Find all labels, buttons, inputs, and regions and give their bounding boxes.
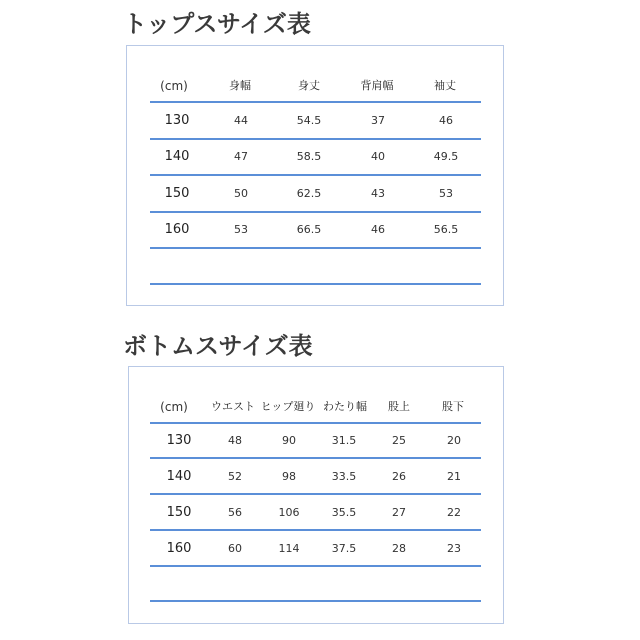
unit-header: (cm) xyxy=(160,79,188,93)
value-cell: 37.5 xyxy=(331,542,357,555)
value-cell: 106 xyxy=(278,506,300,519)
row-divider xyxy=(150,493,481,495)
value-cell: 53 xyxy=(234,223,248,236)
table-row xyxy=(129,537,503,561)
value-cell: 60 xyxy=(228,542,242,555)
value-cell: 31.5 xyxy=(331,434,357,447)
value-cell: 37 xyxy=(371,114,385,127)
size-cell: 140 xyxy=(166,469,192,484)
row-divider xyxy=(150,565,481,567)
value-cell: 62.5 xyxy=(296,187,322,200)
value-cell: 28 xyxy=(392,542,406,555)
value-cell: 46 xyxy=(439,114,453,127)
value-cell: 22 xyxy=(447,506,461,519)
size-cell: 130 xyxy=(164,113,190,128)
size-cell: 160 xyxy=(164,222,190,237)
table-row xyxy=(129,465,503,489)
value-cell: 46 xyxy=(371,223,385,236)
tops-size-table xyxy=(126,45,504,306)
value-cell: 44 xyxy=(234,114,248,127)
tops-size-chart-title: トップスサイズ表 xyxy=(123,10,311,38)
value-cell: 43 xyxy=(371,187,385,200)
row-divider xyxy=(150,138,481,140)
row-divider xyxy=(150,600,481,602)
value-cell: 48 xyxy=(228,434,242,447)
table-row xyxy=(129,501,503,525)
column-header: 身丈 xyxy=(298,79,320,92)
table-row xyxy=(127,145,503,169)
table-row xyxy=(127,109,503,133)
table-row xyxy=(127,218,503,242)
value-cell: 23 xyxy=(447,542,461,555)
size-cell: 160 xyxy=(166,541,192,556)
column-header: わたり幅 xyxy=(323,400,367,413)
value-cell: 26 xyxy=(392,470,406,483)
column-header: 股上 xyxy=(388,400,410,413)
row-divider xyxy=(150,529,481,531)
row-divider xyxy=(150,247,481,249)
value-cell: 90 xyxy=(282,434,296,447)
table-header-row xyxy=(127,74,503,98)
value-cell: 66.5 xyxy=(296,223,322,236)
size-cell: 150 xyxy=(164,186,190,201)
value-cell: 20 xyxy=(447,434,461,447)
bottoms-size-chart-title: ボトムスサイズ表 xyxy=(123,332,313,360)
value-cell: 58.5 xyxy=(296,150,322,163)
row-divider xyxy=(150,422,481,424)
value-cell: 98 xyxy=(282,470,296,483)
column-header: 袖丈 xyxy=(434,79,456,92)
value-cell: 54.5 xyxy=(296,114,322,127)
value-cell: 56.5 xyxy=(433,223,459,236)
unit-header: (cm) xyxy=(160,400,188,414)
value-cell: 27 xyxy=(392,506,406,519)
value-cell: 35.5 xyxy=(331,506,357,519)
size-cell: 140 xyxy=(164,149,190,164)
value-cell: 47 xyxy=(234,150,248,163)
bottoms-size-table xyxy=(128,366,504,624)
column-header: ヒップ廻り xyxy=(260,400,316,413)
table-row xyxy=(127,182,503,206)
column-header: 股下 xyxy=(442,400,464,413)
value-cell: 114 xyxy=(278,542,300,555)
row-divider xyxy=(150,457,481,459)
value-cell: 52 xyxy=(228,470,242,483)
column-header: ウエスト xyxy=(211,400,255,413)
column-header: 身幅 xyxy=(229,79,251,92)
table-row xyxy=(129,429,503,453)
row-divider xyxy=(150,174,481,176)
value-cell: 50 xyxy=(234,187,248,200)
row-divider xyxy=(150,101,481,103)
value-cell: 25 xyxy=(392,434,406,447)
value-cell: 21 xyxy=(447,470,461,483)
value-cell: 33.5 xyxy=(331,470,357,483)
value-cell: 49.5 xyxy=(433,150,459,163)
table-header-row xyxy=(129,395,503,419)
value-cell: 40 xyxy=(371,150,385,163)
column-header: 背肩幅 xyxy=(360,79,394,92)
value-cell: 56 xyxy=(228,506,242,519)
row-divider xyxy=(150,211,481,213)
row-divider xyxy=(150,283,481,285)
size-cell: 130 xyxy=(166,433,192,448)
size-cell: 150 xyxy=(166,505,192,520)
value-cell: 53 xyxy=(439,187,453,200)
